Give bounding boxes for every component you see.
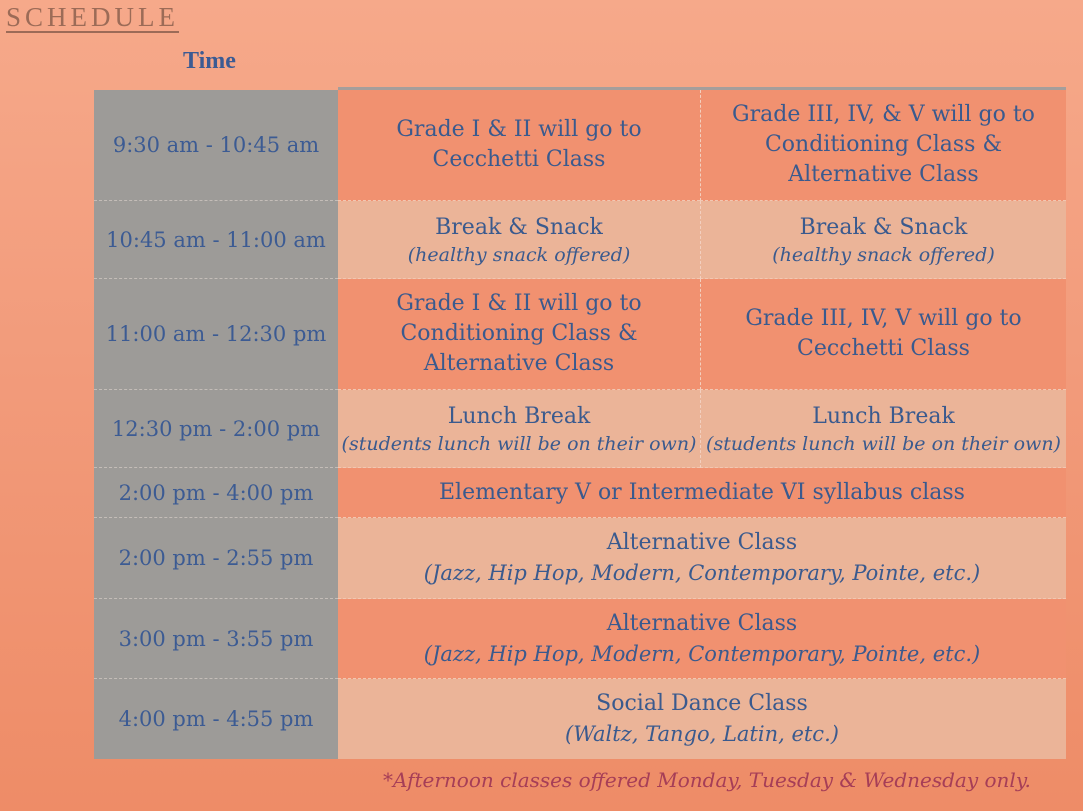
time-slot: 12:30 pm - 2:00 pm [94, 390, 338, 468]
session-cell-grade-1-2 [338, 201, 700, 279]
cell-line: Conditioning Class & [400, 321, 638, 346]
cell-sub: (healthy snack offered) [772, 243, 995, 266]
cell-line: Grade III, IV, V will go to [745, 306, 1022, 331]
cell-sub: (students lunch will be on their own) [706, 432, 1061, 455]
cell-sub: (Jazz, Hip Hop, Modern, Contemporary, Pointe, etc.) [423, 641, 981, 666]
cell-main: Break & Snack [799, 214, 968, 240]
session-cell-grade-3-5 [700, 90, 1066, 201]
session-cell-grade-3-5 [700, 201, 1066, 279]
session-cell-all [338, 468, 1066, 518]
cell-sub: (Waltz, Tango, Latin, etc.) [565, 722, 839, 746]
schedule-table [94, 90, 1066, 759]
time-slot: 2:00 pm - 2:55 pm [94, 518, 338, 599]
cell-line: Grade I & II will go to [396, 117, 642, 142]
cell-line: Cecchetti Class [797, 336, 970, 361]
session-cell-grade-3-5 [700, 279, 1066, 390]
session-cell-grade-1-2 [338, 90, 700, 201]
session-cell-all [338, 599, 1066, 679]
cell-main: Alternative Class [606, 610, 798, 636]
cell-main: Alternative Class [606, 530, 798, 555]
session-cell-all [338, 679, 1066, 759]
session-cell-all [338, 518, 1066, 599]
cell-line: Conditioning Class & [764, 132, 1003, 157]
cell-main: Break & Snack [435, 214, 603, 240]
cell-main: Social Dance Class [596, 691, 808, 716]
cell-line: Cecchetti Class [432, 147, 606, 172]
time-slot: 11:00 am - 12:30 pm [94, 279, 338, 390]
cell-main: Lunch Break [812, 403, 955, 429]
time-slot: 2:00 pm - 4:00 pm [94, 468, 338, 518]
time-slot: 10:45 am - 11:00 am [94, 201, 338, 279]
time-slot: 3:00 pm - 3:55 pm [94, 599, 338, 679]
cell-sub: (Jazz, Hip Hop, Modern, Contemporary, Pointe, etc.) [423, 561, 981, 585]
cell-line: Alternative Class [423, 351, 615, 376]
time-slot: 9:30 am - 10:45 am [94, 90, 338, 201]
session-cell-grade-1-2 [338, 279, 700, 390]
footnote: *Afternoon classes offered Monday, Tuesday & Wednesday only. [383, 768, 1031, 792]
session-cell-grade-1-2 [338, 390, 700, 468]
cell-sub: (healthy snack offered) [407, 243, 631, 266]
cell-line: Alternative Class [788, 162, 979, 187]
time-column-heading: Time [183, 48, 236, 74]
page-title: SCHEDULE [6, 2, 179, 32]
session-cell-grade-3-5 [700, 390, 1066, 468]
cell-line: Grade I & II will go to [396, 291, 642, 316]
cell-main: Lunch Break [447, 403, 591, 429]
cell-main: Elementary V or Intermediate VI syllabus class [439, 479, 965, 505]
cell-sub: (students lunch will be on their own) [341, 432, 697, 455]
cell-line: Grade III, IV, & V will go to [732, 102, 1035, 127]
time-slot: 4:00 pm - 4:55 pm [94, 679, 338, 759]
